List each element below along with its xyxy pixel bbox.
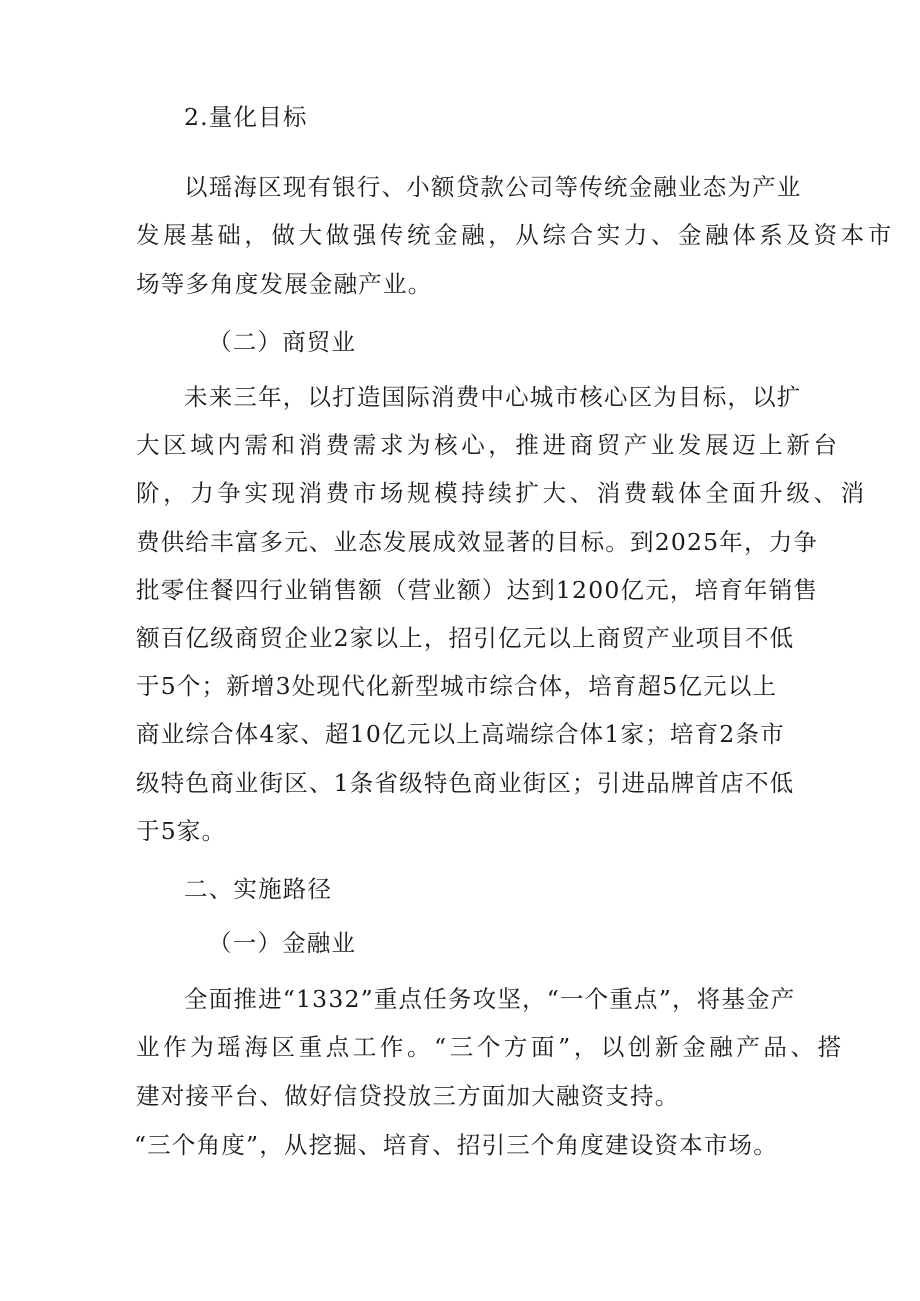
paragraph-line: 级特色商业街区、1条省级特色商业街区；引进品牌首店不低	[136, 769, 795, 797]
heading-finance-sub: （一）金融业	[208, 929, 357, 957]
paragraph-line: 场等多角度发展金融产业。	[136, 270, 433, 298]
paragraph-line: 发展基础，做大做强传统金融，从综合实力、金融体系及资本市	[136, 221, 895, 249]
heading-quant-target: 2.量化目标	[184, 103, 308, 131]
paragraph-line: 额百亿级商贸企业2家以上，招引亿元以上商贸产业项目不低	[136, 624, 795, 652]
paragraph-line: 全面推进“1332”重点任务攻坚，“一个重点”，将基金产	[184, 985, 796, 1013]
paragraph-line: 业作为瑶海区重点工作。“三个方面”，以创新金融产品、搭	[136, 1033, 845, 1061]
paragraph-line: 于5个；新增3处现代化新型城市综合体，培育超5亿元以上	[136, 672, 778, 700]
paragraph-line: 商业综合体4家、超10亿元以上高端综合体1家；培育2条市	[136, 720, 785, 748]
paragraph-line: 以瑶海区现有银行、小额贷款公司等传统金融业态为产业	[184, 173, 802, 201]
paragraph-line: 未来三年，以打造国际消费中心城市核心区为目标，以扩	[184, 383, 802, 411]
paragraph-line: 阶，力争实现消费市场规模持续扩大、消费载体全面升级、消	[136, 479, 868, 507]
paragraph-line: 于5家。	[136, 817, 227, 845]
paragraph-line: 建对接平台、做好信贷投放三方面加大融资支持。	[136, 1082, 680, 1110]
paragraph-line: 费供给丰富多元、业态发展成效显著的目标。到2025年，力争	[136, 528, 819, 556]
heading-implementation: 二、实施路径	[184, 875, 333, 903]
paragraph-line: 大区域内需和消费需求为核心，推进商贸产业发展迈上新台	[136, 431, 841, 459]
paragraph-line: 批零住餐四行业销售额（营业额）达到1200亿元，培育年销售	[136, 576, 819, 604]
heading-commerce: （二）商贸业	[208, 328, 357, 356]
paragraph-line: “三个角度”，从挖掘、培育、招引三个角度建设资本市场。	[134, 1131, 778, 1159]
